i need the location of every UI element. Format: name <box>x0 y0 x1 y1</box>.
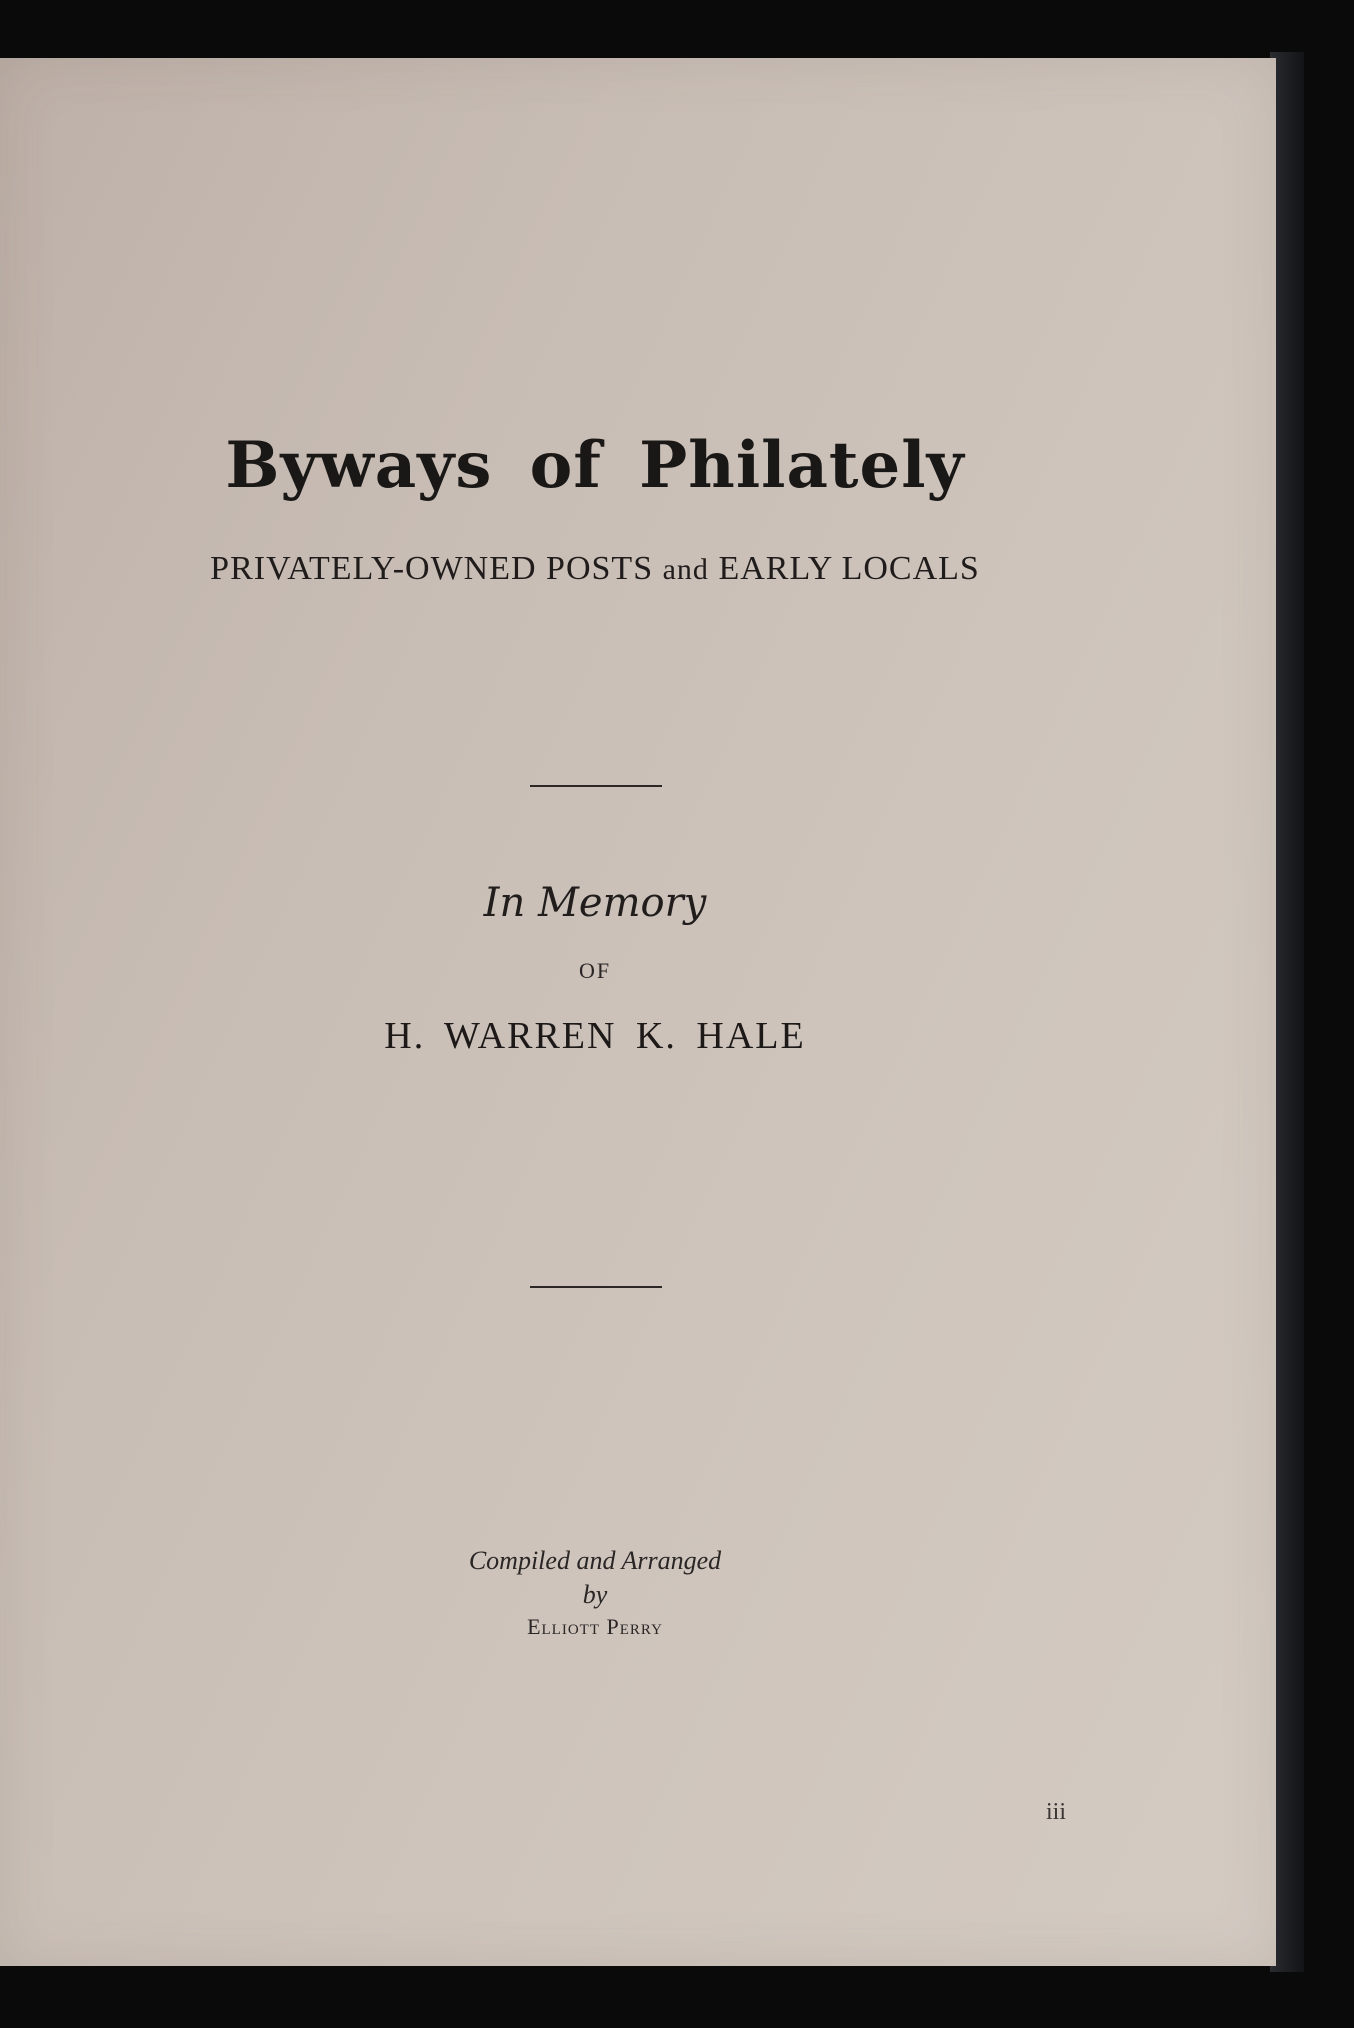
subtitle-tail: EARLY LOCALS <box>718 550 980 587</box>
divider-rule-bottom <box>530 1286 662 1288</box>
dedication-honoree: H. WARREN K. HALE <box>384 1015 806 1057</box>
divider-rule-top <box>530 785 662 787</box>
credit-author: Elliott Perry <box>527 1614 663 1639</box>
subtitle-main: PRIVATELY-OWNED POSTS <box>210 550 654 587</box>
dedication-memory-line: In Memory <box>483 880 707 926</box>
page-number: iii <box>1046 1799 1067 1825</box>
credit-compiled: Compiled and Arranged <box>468 1546 722 1575</box>
dedication-of: OF <box>578 958 612 983</box>
credit-by: by <box>582 1580 608 1609</box>
title-page <box>0 58 1276 1966</box>
book-title: Byways of Philately <box>225 428 965 503</box>
subtitle-and: and <box>662 553 709 586</box>
book-subtitle <box>0 550 1190 588</box>
